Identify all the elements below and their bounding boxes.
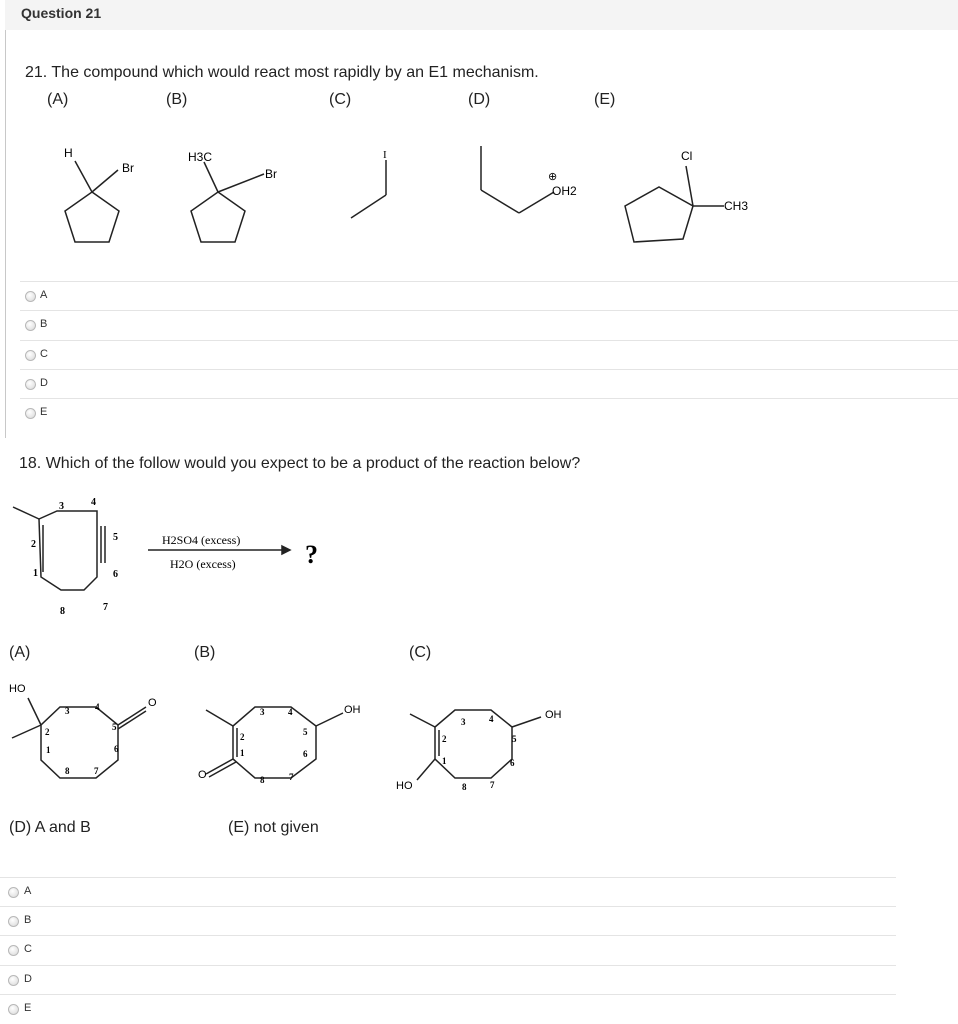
pb-num-5: 5 <box>303 727 308 737</box>
q21-choice-label-c: (C) <box>329 91 352 108</box>
q18-choice-label-c: (C) <box>409 644 432 661</box>
radio-icon[interactable] <box>25 291 36 302</box>
product-c <box>410 710 541 780</box>
d-charge-label: ⊕ <box>548 171 558 183</box>
pb-num-7: 7 <box>289 772 294 782</box>
q21-choice-label-b: (B) <box>166 91 188 108</box>
option-label: C <box>24 943 32 955</box>
sm-num-1: 1 <box>33 568 38 579</box>
q18-choice-label-e: (E) not given <box>228 819 319 836</box>
pa-num-8: 8 <box>65 766 70 776</box>
pc-num-1: 1 <box>442 756 447 766</box>
q18-reaction-scheme <box>0 490 958 670</box>
pc-num-3: 3 <box>461 717 466 727</box>
pa-num-6: 6 <box>114 744 119 754</box>
sm-num-8: 8 <box>60 606 65 617</box>
pb-num-6: 6 <box>303 749 308 759</box>
radio-icon[interactable] <box>8 1004 19 1015</box>
option-label: E <box>24 1002 32 1014</box>
pc-num-4: 4 <box>489 714 494 724</box>
pc-num-7: 7 <box>490 780 495 790</box>
q21-option-c[interactable] <box>20 340 958 370</box>
q18-choice-label-b: (B) <box>194 644 216 661</box>
pc-num-2: 2 <box>442 734 447 744</box>
q18-choice-label-a: (A) <box>9 644 31 661</box>
radio-icon[interactable] <box>8 887 19 898</box>
radio-icon[interactable] <box>25 408 36 419</box>
radio-icon[interactable] <box>8 945 19 956</box>
option-label: A <box>40 289 48 301</box>
q18-option-e[interactable] <box>0 994 896 1024</box>
question-header <box>5 0 958 31</box>
pa-num-7: 7 <box>94 766 99 776</box>
radio-icon[interactable] <box>8 975 19 986</box>
question-title: Question 21 <box>21 5 102 21</box>
q21-option-d[interactable] <box>20 369 958 399</box>
a-h-label: H <box>64 146 73 160</box>
pb-num-8: 8 <box>260 775 265 785</box>
b-br-label: Br <box>265 167 277 181</box>
option-label: B <box>40 318 48 330</box>
sm-num-7: 7 <box>103 602 108 613</box>
q21-option-a[interactable] <box>20 281 958 311</box>
radio-icon[interactable] <box>25 350 36 361</box>
pb-num-3: 3 <box>260 707 265 717</box>
d-oh2-label: OH2 <box>552 184 577 198</box>
pb-o-label: O <box>198 769 207 781</box>
sm-num-6: 6 <box>113 569 118 580</box>
pa-num-2: 2 <box>45 727 50 737</box>
sm-num-5: 5 <box>113 532 118 543</box>
e-cl-label: Cl <box>681 149 693 163</box>
pa-num-1: 1 <box>46 745 51 755</box>
structure-c <box>351 160 386 218</box>
q18-choice-label-d: (D) A and B <box>9 819 91 836</box>
pa-o-label: O <box>148 697 157 709</box>
structure-d <box>481 146 554 213</box>
q21-choice-label-a: (A) <box>47 91 69 108</box>
question-mark: ? <box>305 540 318 569</box>
option-label: D <box>40 377 48 389</box>
sm-num-2: 2 <box>31 539 36 550</box>
structure-e <box>625 166 724 242</box>
pa-num-5: 5 <box>112 722 117 732</box>
option-label: A <box>24 885 32 897</box>
reagent-bottom: H2O (excess) <box>170 557 236 571</box>
q18-option-b[interactable] <box>0 906 896 936</box>
pa-ho-label: HO <box>9 683 26 695</box>
option-label: C <box>40 348 48 360</box>
pc-num-5: 5 <box>512 734 517 744</box>
pc-num-8: 8 <box>462 782 467 792</box>
question-18-text: 18. Which of the follow would you expect to be a product of the reaction below? <box>19 455 581 472</box>
radio-icon[interactable] <box>25 320 36 331</box>
q21-choice-label-e: (E) <box>594 91 616 108</box>
pa-num-3: 3 <box>65 706 70 716</box>
radio-icon[interactable] <box>8 916 19 927</box>
e-ch3-label: CH3 <box>724 199 749 213</box>
product-a <box>12 698 146 778</box>
q18-product-structures <box>0 670 958 810</box>
structure-a <box>65 161 119 242</box>
question-21-panel <box>5 30 958 438</box>
sm-num-4: 4 <box>91 497 96 508</box>
pc-ho-label: HO <box>396 780 413 792</box>
option-label: B <box>24 914 32 926</box>
sm-num-3: 3 <box>59 501 64 512</box>
q21-option-e[interactable] <box>20 398 958 428</box>
c-i-label: I <box>383 149 387 161</box>
pc-num-6: 6 <box>510 758 515 768</box>
q18-option-d[interactable] <box>0 965 896 995</box>
option-label: E <box>40 406 48 418</box>
product-b <box>206 707 343 778</box>
structure-b <box>191 162 264 242</box>
b-ch3-label: H3C <box>188 150 213 164</box>
question-21-text: 21. The compound which would react most rapidly by an E1 mechanism. <box>25 64 539 81</box>
pc-oh-label: OH <box>545 709 562 721</box>
q21-option-b[interactable] <box>20 310 958 340</box>
pb-oh-label: OH <box>344 704 361 716</box>
pb-num-4: 4 <box>288 707 293 717</box>
q18-option-a[interactable] <box>0 877 896 907</box>
radio-icon[interactable] <box>25 379 36 390</box>
option-label: D <box>24 973 32 985</box>
q21-choice-label-d: (D) <box>468 91 491 108</box>
pa-num-4: 4 <box>95 702 100 712</box>
pb-num-2: 2 <box>240 732 245 742</box>
q18-option-c[interactable] <box>0 935 896 965</box>
reagent-top: H2SO4 (excess) <box>162 533 241 547</box>
pb-num-1: 1 <box>240 748 245 758</box>
a-br-label: Br <box>122 161 134 175</box>
